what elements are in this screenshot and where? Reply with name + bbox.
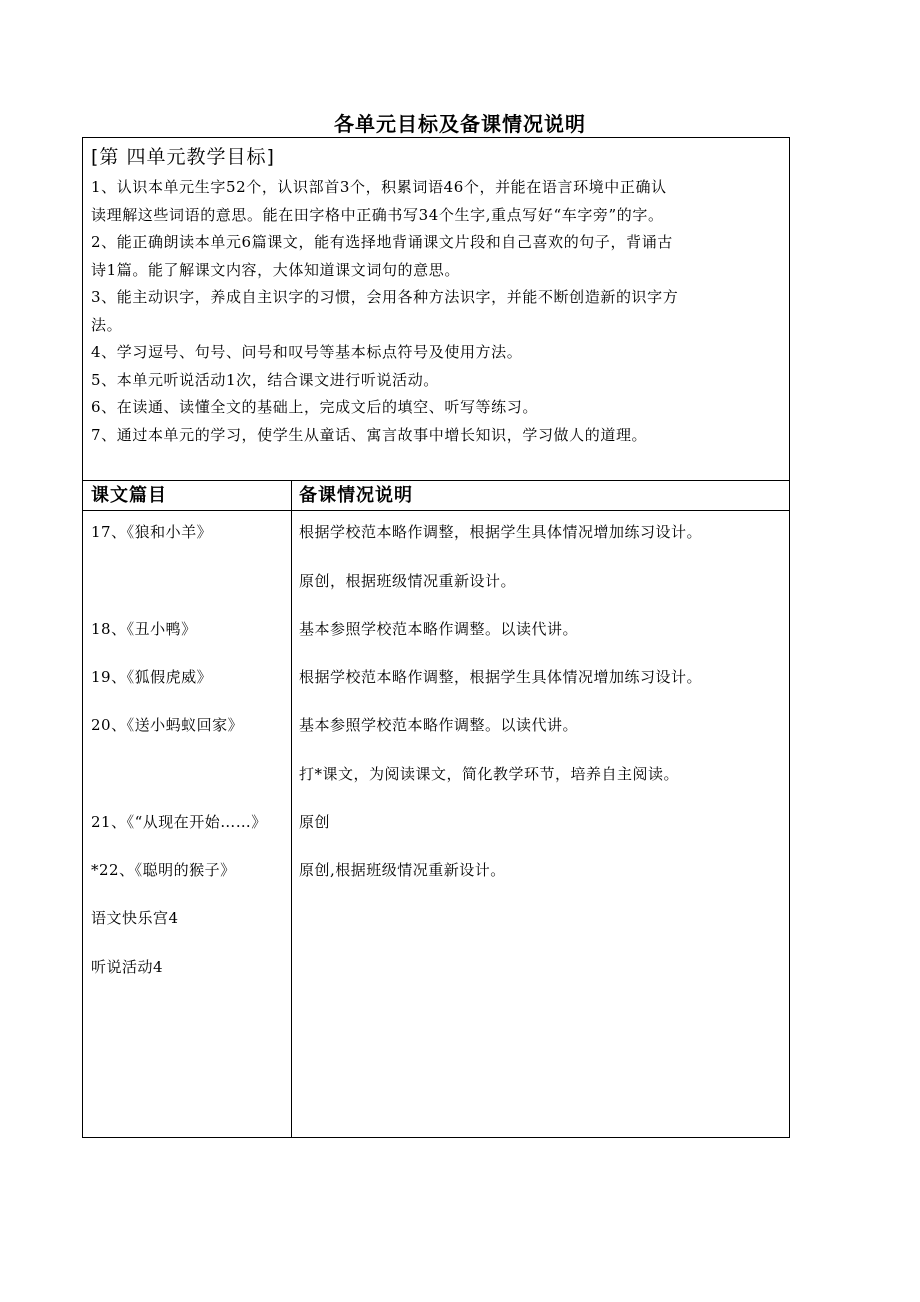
goal-line: 5、本单元听说活动1次，结合课文进行听说活动。: [91, 370, 439, 389]
lesson-item: 20、《送小蚂蚁回家》: [91, 716, 244, 734]
lesson-item: 听说活动4: [91, 958, 164, 976]
lessons-column-header: 课文篇目: [91, 485, 167, 506]
note-item: 基本参照学校范本略作调整。以读代讲。: [299, 716, 579, 734]
goals-heading: [第 四单元教学目标]: [91, 146, 275, 168]
lesson-item: 19、《狐假虎威》: [91, 668, 213, 686]
goal-line: 1、认识本单元生字52个，认识部首3个，积累词语46个，并能在语言环境中正确认: [91, 178, 667, 196]
goal-line: 6、在读通、读懂全文的基础上，完成文后的填空、听写等练习。: [91, 398, 538, 416]
note-item: 原创,根据班级情况重新设计。: [299, 861, 506, 879]
note-item: 根据学校范本略作调整，根据学生具体情况增加练习设计。: [299, 668, 703, 686]
goal-line: 读理解这些词语的意思。能在田字格中正确书写34个生字,重点写好“车字旁”的字。: [91, 205, 664, 224]
lesson-item: *22、《聪明的猴子》: [91, 861, 236, 879]
goal-line: 法。: [91, 315, 123, 334]
header-divider: [83, 510, 789, 511]
goal-line: 4、学习逗号、句号、问号和叹号等基本标点符号及使用方法。: [91, 343, 523, 361]
column-divider: [291, 481, 292, 1137]
note-item: 打*课文，为阅读课文，简化教学环节，培养自主阅读。: [299, 765, 680, 783]
goal-line: 2、能正确朗读本单元6篇课文，能有选择地背诵课文片段和自己喜欢的句子，背诵古: [91, 233, 673, 251]
page-title: 各单元目标及备课情况说明: [334, 112, 586, 136]
unit-goals-section: [83, 138, 789, 481]
note-item: 根据学校范本略作调整，根据学生具体情况增加练习设计。: [299, 523, 703, 541]
goal-line: 3、能主动识字，养成自主识字的习惯，会用各种方法识字，并能不断创造新的识字方: [91, 288, 679, 306]
note-item: 原创，根据班级情况重新设计。: [299, 572, 517, 590]
note-item: 基本参照学校范本略作调整。以读代讲。: [299, 620, 579, 638]
goal-line: 7、通过本单元的学习，使学生从童话、寓言故事中增长知识，学习做人的道理。: [91, 425, 648, 444]
unit-table: [82, 137, 790, 1138]
lesson-item: 21、《“从现在开始……》: [91, 813, 267, 831]
notes-column-header: 备课情况说明: [299, 485, 413, 506]
goal-line: 诗1篇。能了解课文内容，大体知道课文词句的意思。: [91, 260, 460, 279]
lesson-item: 17、《狼和小羊》: [91, 523, 213, 541]
lesson-item: 语文快乐宫4: [91, 909, 179, 927]
note-item: 原创: [299, 813, 331, 831]
lesson-item: 18、《丑小鸭》: [91, 620, 197, 638]
